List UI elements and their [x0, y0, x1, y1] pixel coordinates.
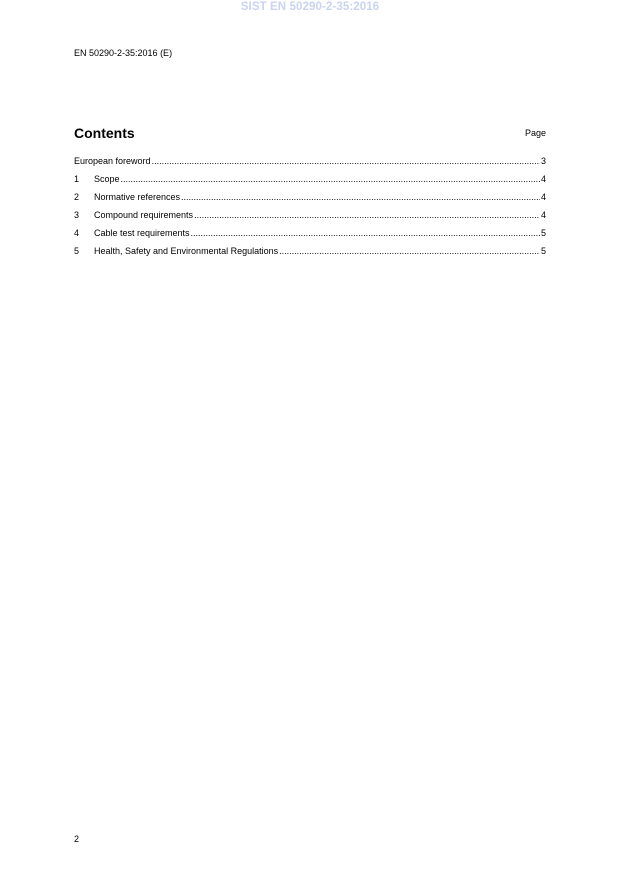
toc-entry-title: Health, Safety and Environmental Regulations: [94, 246, 279, 256]
table-of-contents: [74, 156, 546, 264]
toc-dot-leader: [181, 192, 540, 203]
toc-entry-normative-references[interactable]: [74, 192, 546, 210]
toc-entry-title: Cable test requirements: [94, 228, 190, 238]
watermark-text: SIST EN 50290-2-35:2016: [240, 1, 380, 13]
toc-dot-leader: [279, 246, 540, 257]
page-number: 2: [74, 834, 80, 844]
toc-entry-page: 5: [540, 228, 546, 238]
toc-entry-number: 4: [74, 228, 80, 238]
toc-entry-scope[interactable]: [74, 174, 546, 192]
toc-dot-leader: [121, 174, 540, 185]
toc-entry-number: 3: [74, 210, 80, 220]
toc-dot-leader: [152, 156, 540, 167]
toc-dot-leader: [194, 210, 540, 221]
toc-entry-number: 1: [74, 174, 80, 184]
toc-entry-title: Compound requirements: [94, 210, 194, 220]
contents-heading: Contents: [74, 125, 135, 141]
toc-entry-page: 5: [540, 246, 546, 256]
document-identifier: EN 50290-2-35:2016 (E): [74, 48, 173, 58]
toc-entry-title: Scope: [94, 174, 120, 184]
toc-entry-page: 4: [540, 210, 546, 220]
toc-entry-title: European foreword: [74, 156, 151, 166]
toc-entry-number: 2: [74, 192, 80, 202]
toc-entry-page: 4: [540, 192, 546, 202]
toc-entry-compound-requirements[interactable]: [74, 210, 546, 228]
toc-entry-page: 4: [540, 174, 546, 184]
toc-entry-number: 5: [74, 246, 80, 256]
toc-entry-page: 3: [540, 156, 546, 166]
toc-entry-cable-test-requirements[interactable]: [74, 228, 546, 246]
page-column-label: Page: [524, 128, 546, 138]
toc-entry-european-foreword[interactable]: [74, 156, 546, 174]
toc-dot-leader: [191, 228, 540, 239]
toc-entry-health-safety-environmental[interactable]: [74, 246, 546, 264]
toc-entry-title: Normative references: [94, 192, 181, 202]
